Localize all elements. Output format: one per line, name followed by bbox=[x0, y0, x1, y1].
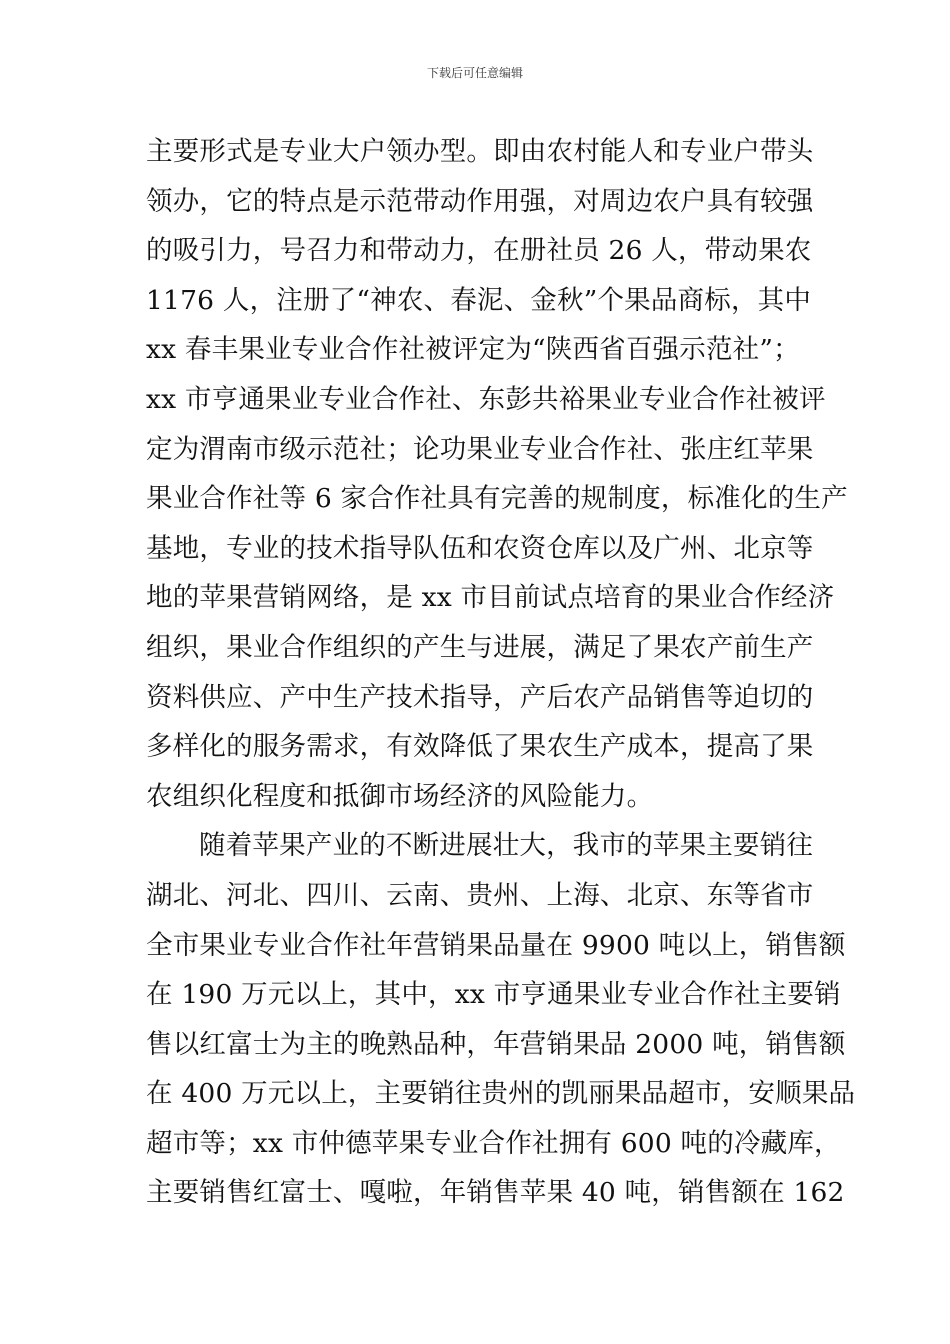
text-line: 在 400 万元以上，主要销往贵州的凯丽果品超市，安顺果品 bbox=[146, 1078, 856, 1110]
text-line: xx 市亨通果业专业合作社、东彭共裕果业专业合作社被评 bbox=[146, 383, 826, 415]
text-line: 农组织化程度和抵御市场经济的风险能力。 bbox=[146, 780, 654, 812]
text-line: 的吸引力，号召力和带动力，在册社员 26 人，带动果农 bbox=[146, 235, 812, 267]
page-header: 下载后可任意编辑 bbox=[426, 66, 523, 80]
text-line: 果业合作社等 6 家合作社具有完善的规制度，标准化的生产 bbox=[146, 483, 848, 515]
text-line: 多样化的服务需求，有效降低了果农生产成本，提高了果 bbox=[146, 731, 814, 763]
text-line: 售以红富士为主的晚熟品种，年营销果品 2000 吨，销售额 bbox=[146, 1028, 846, 1060]
text-line: 湖北、河北、四川、云南、贵州、上海、北京、东等省市 bbox=[146, 879, 814, 911]
text-line: xx 春丰果业专业合作社被评定为“陕西省百强示范社”； bbox=[146, 334, 800, 366]
text-line: 基地，专业的技术指导队伍和农资仓库以及广州、北京等 bbox=[146, 532, 814, 564]
text-line: 地的苹果营销网络，是 xx 市目前试点培育的果业合作经济 bbox=[146, 582, 835, 614]
text-line: 领办，它的特点是示范带动作用强，对周边农户具有较强 bbox=[146, 185, 814, 217]
text-line: 在 190 万元以上，其中，xx 市亨通果业专业合作社主要销 bbox=[146, 979, 841, 1011]
text-line: 资料供应、产中生产技术指导，产后农产品销售等迫切的 bbox=[146, 681, 814, 713]
text-line: 超市等；xx 市仲德苹果专业合作社拥有 600 吨的冷藏库， bbox=[146, 1127, 841, 1159]
text-line: 主要销售红富士、嘎啦，年销售苹果 40 吨，销售额在 162 bbox=[146, 1177, 845, 1209]
paragraph-first-line: 随着苹果产业的不断进展壮大，我市的苹果主要销往 bbox=[199, 830, 814, 862]
body-text bbox=[146, 127, 856, 1218]
text-line: 全市果业专业合作社年营销果品量在 9900 吨以上，销售额 bbox=[146, 929, 846, 961]
text-line: 主要形式是专业大户领办型。即由农村能人和专业户带头 bbox=[146, 136, 814, 167]
text-line: 组织，果业合作组织的产生与进展，满足了果农产前生产 bbox=[146, 631, 814, 663]
text-line: 定为渭南市级示范社；论功果业专业合作社、张庄红苹果 bbox=[146, 433, 814, 465]
text-line: 1176 人，注册了“神农、春泥、金秋”个果品商标，其中 bbox=[146, 284, 812, 316]
